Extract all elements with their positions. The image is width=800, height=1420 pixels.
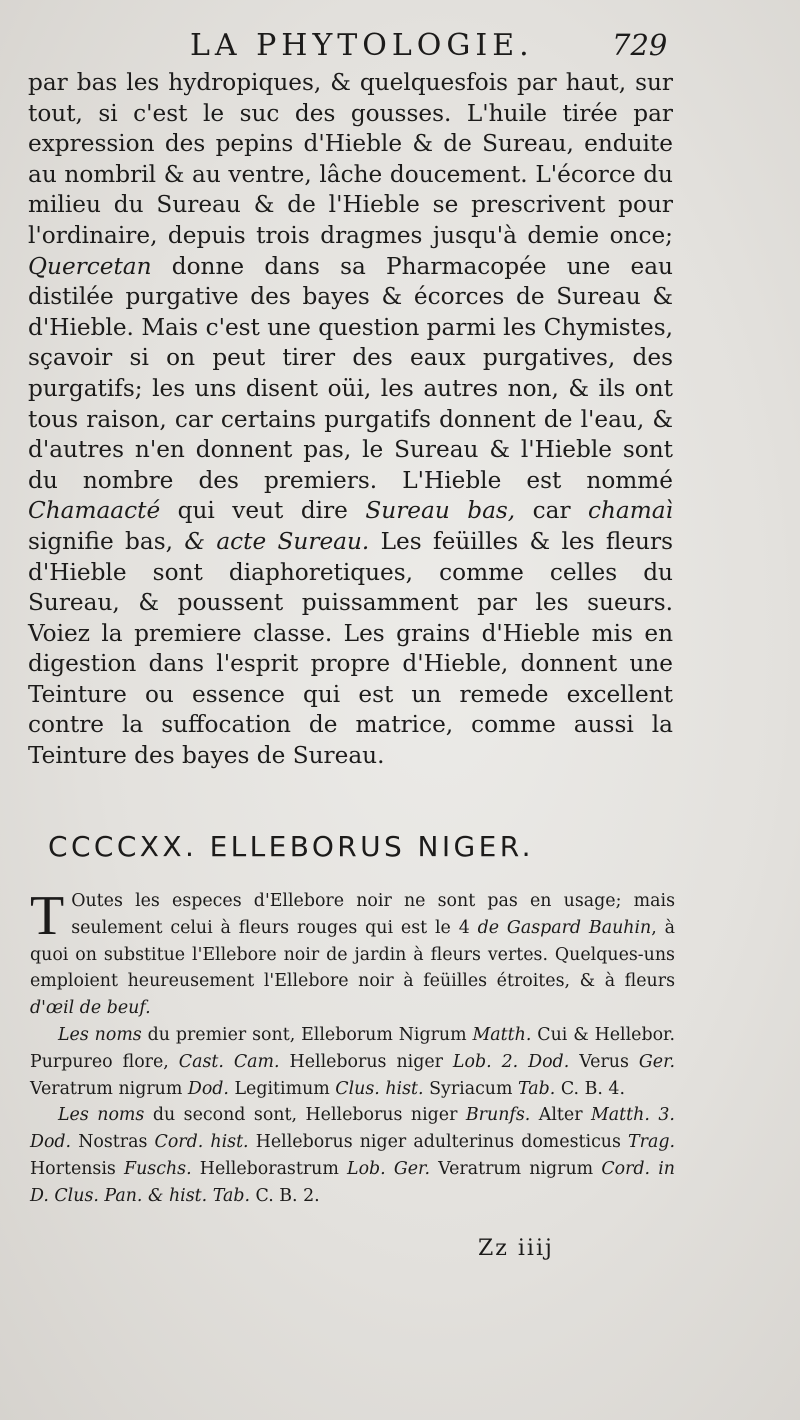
author-name: Quercetan bbox=[28, 252, 152, 280]
section-paragraph-1: T Outes les especes d'Ellebore noir ne sont pas en usage; mais seulement celui à fleurs rouges qui est le 4 de Gaspard Bauhin, à quoi on substitue l'Ellebore noir de jardin à fleurs vertes. Quelques-uns emploient heureusement l'Ellebore noir à feüilles étroites, & à fleurs d'œil de beuf. bbox=[30, 885, 675, 1019]
main-paragraph: par bas les hydropiques, & quelquesfois par haut, sur tout, si c'est le suc des gousses. L'huile tirée par expression des pepins d'Hieble & de Sureau, enduite au nombril & au ventre, lâche doucement. L'écorce du milieu du Sureau & de l'Hieble se prescrivent pour l'ordinaire, depuis trois dragmes jusqu'à demie once; Quercetan donne dans sa Pharmacopée une eau distilée purgative des bayes & écorces de Sureau & d'Hieble. Mais c'est une question parmi les Chymistes, sçavoir si on peut tirer des eaux purgatives, des purgatifs; les uns disent oüi, les autres non, & ils ont tous raison, car certains purgatifs donnent de l'eau, & d'autres n'en donnent pas, le Sureau & l'Hieble sont du nombre des premiers. L'Hieble est nommé Chamaacté qui veut dire Sureau bas, car chamaì signifie bas, & acte Sureau. Les feüilles & les fleurs d'Hieble sont diaphoretiques, comme celles du Sureau, & poussent puissamment par les sueurs. Voiez la premiere classe. Les grains d'Hieble mis en digestion dans l'esprit propre d'Hieble, donnent une Teinture ou essence qui est un remede excellent contre la suffocation de matrice, comme aussi la Teinture des bayes de Sureau. bbox=[28, 69, 673, 770]
running-head: LA PHYTOLOGIE. bbox=[190, 28, 534, 63]
drop-cap: T bbox=[30, 885, 65, 947]
signature-mark: Zz iiij bbox=[478, 1236, 554, 1261]
section-paragraph-2: Les noms du premier sont, Elleborum Nigrum Matth. Cui & Hellebor. Purpureo flore, Cast. Cam. Helleborus niger Lob. 2. Dod. Verus Ger. Veratrum nigrum Dod. Legitimum Clus. hist. Syriacum Tab. C. B. 4. bbox=[30, 1024, 676, 1099]
section-body bbox=[30, 885, 676, 1210]
section-title: CCCCXX. ELLEBORUS NIGER. bbox=[48, 830, 534, 863]
section-paragraph-3: Les noms du second sont, Helleborus niger Brunfs. Alter Matth. 3. Dod. Nostras Cord. hist. Helleborus niger adulterinus domesticus Trag. Hortensis Fuschs. Helleborastrum Lob. Ger. Veratrum nigrum Cord. in D. Clus. Pan. & hist. Tab. C. B. 2. bbox=[30, 1105, 675, 1206]
page-number: 729 bbox=[612, 28, 668, 62]
